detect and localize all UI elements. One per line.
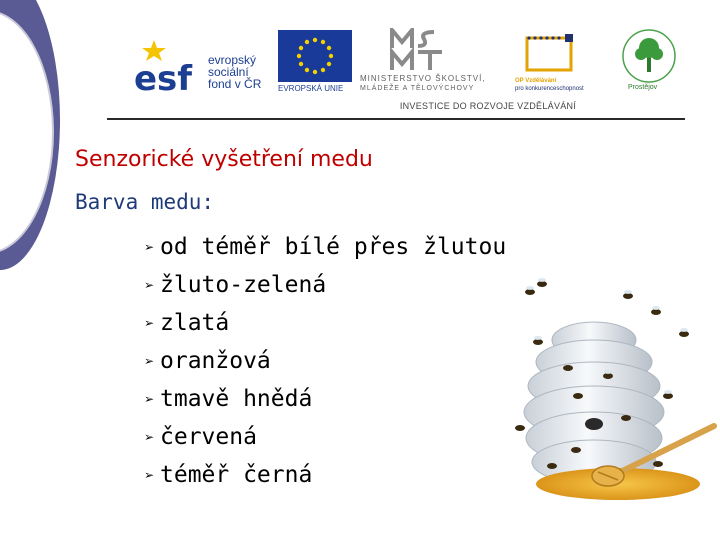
msmt-mark-icon [388, 28, 458, 72]
arrow-bullet-icon: ➢ [144, 278, 155, 292]
esf-line-1: evropský [208, 53, 257, 67]
color-list [144, 228, 506, 494]
list-item [144, 456, 506, 494]
msmt-line-1: MINISTERSTVO ŠKOLSTVÍ, [360, 74, 486, 83]
list-item-text: zlatá [160, 310, 230, 336]
slide-title: Senzorické vyšetření medu [75, 147, 373, 172]
list-item [144, 342, 506, 380]
slide-subtitle: Barva medu: [75, 190, 215, 214]
school-logo [618, 28, 680, 98]
list-item [144, 380, 506, 418]
opvk-mark-icon [521, 32, 577, 76]
arrow-bullet-icon: ➢ [144, 316, 155, 330]
list-item-text: oranžová [160, 348, 271, 374]
list-item-text: červená [160, 424, 257, 450]
opvk-line-2: pro konkurenceschopnost [515, 86, 584, 92]
opvk-logo [515, 32, 595, 98]
svg-text:esf: esf [134, 59, 193, 94]
beehive-image [508, 276, 720, 508]
list-item [144, 304, 506, 342]
logo-band [128, 28, 688, 120]
list-item-text: od téměř bílé přes žlutou [160, 234, 507, 260]
eu-logo [278, 30, 356, 98]
arrow-bullet-icon: ➢ [144, 240, 155, 254]
eu-caption: EVROPSKÁ UNIE [278, 84, 344, 93]
list-item-text: téměř černá [160, 462, 313, 488]
investice-caption: INVESTICE DO ROZVOJE VZDĚLÁVÁNÍ [399, 101, 577, 111]
msmt-logo [358, 28, 498, 102]
arrow-bullet-icon: ➢ [144, 430, 155, 444]
list-item [144, 228, 506, 266]
esf-mark-icon [132, 38, 202, 94]
list-item [144, 418, 506, 456]
esf-line-3: fond v ČR [208, 77, 262, 91]
list-item-text: tmavě hnědá [160, 386, 313, 412]
eu-flag-icon [278, 30, 352, 82]
list-item-text: žluto-zelená [160, 272, 327, 298]
arrow-bullet-icon: ➢ [144, 392, 155, 406]
tree-icon [620, 28, 678, 84]
school-label: Prostějov [628, 84, 658, 91]
opvk-line-1: OP Vzdělávání [515, 78, 557, 84]
header-divider [107, 118, 685, 120]
esf-line-2: sociální [208, 65, 249, 79]
msmt-line-2: MLÁDEŽE A TĚLOVÝCHOVY [360, 85, 475, 92]
list-item [144, 266, 506, 304]
arrow-bullet-icon: ➢ [144, 354, 155, 368]
esf-logo [128, 30, 273, 98]
esf-caption [208, 54, 278, 90]
arrow-bullet-icon: ➢ [144, 468, 155, 482]
